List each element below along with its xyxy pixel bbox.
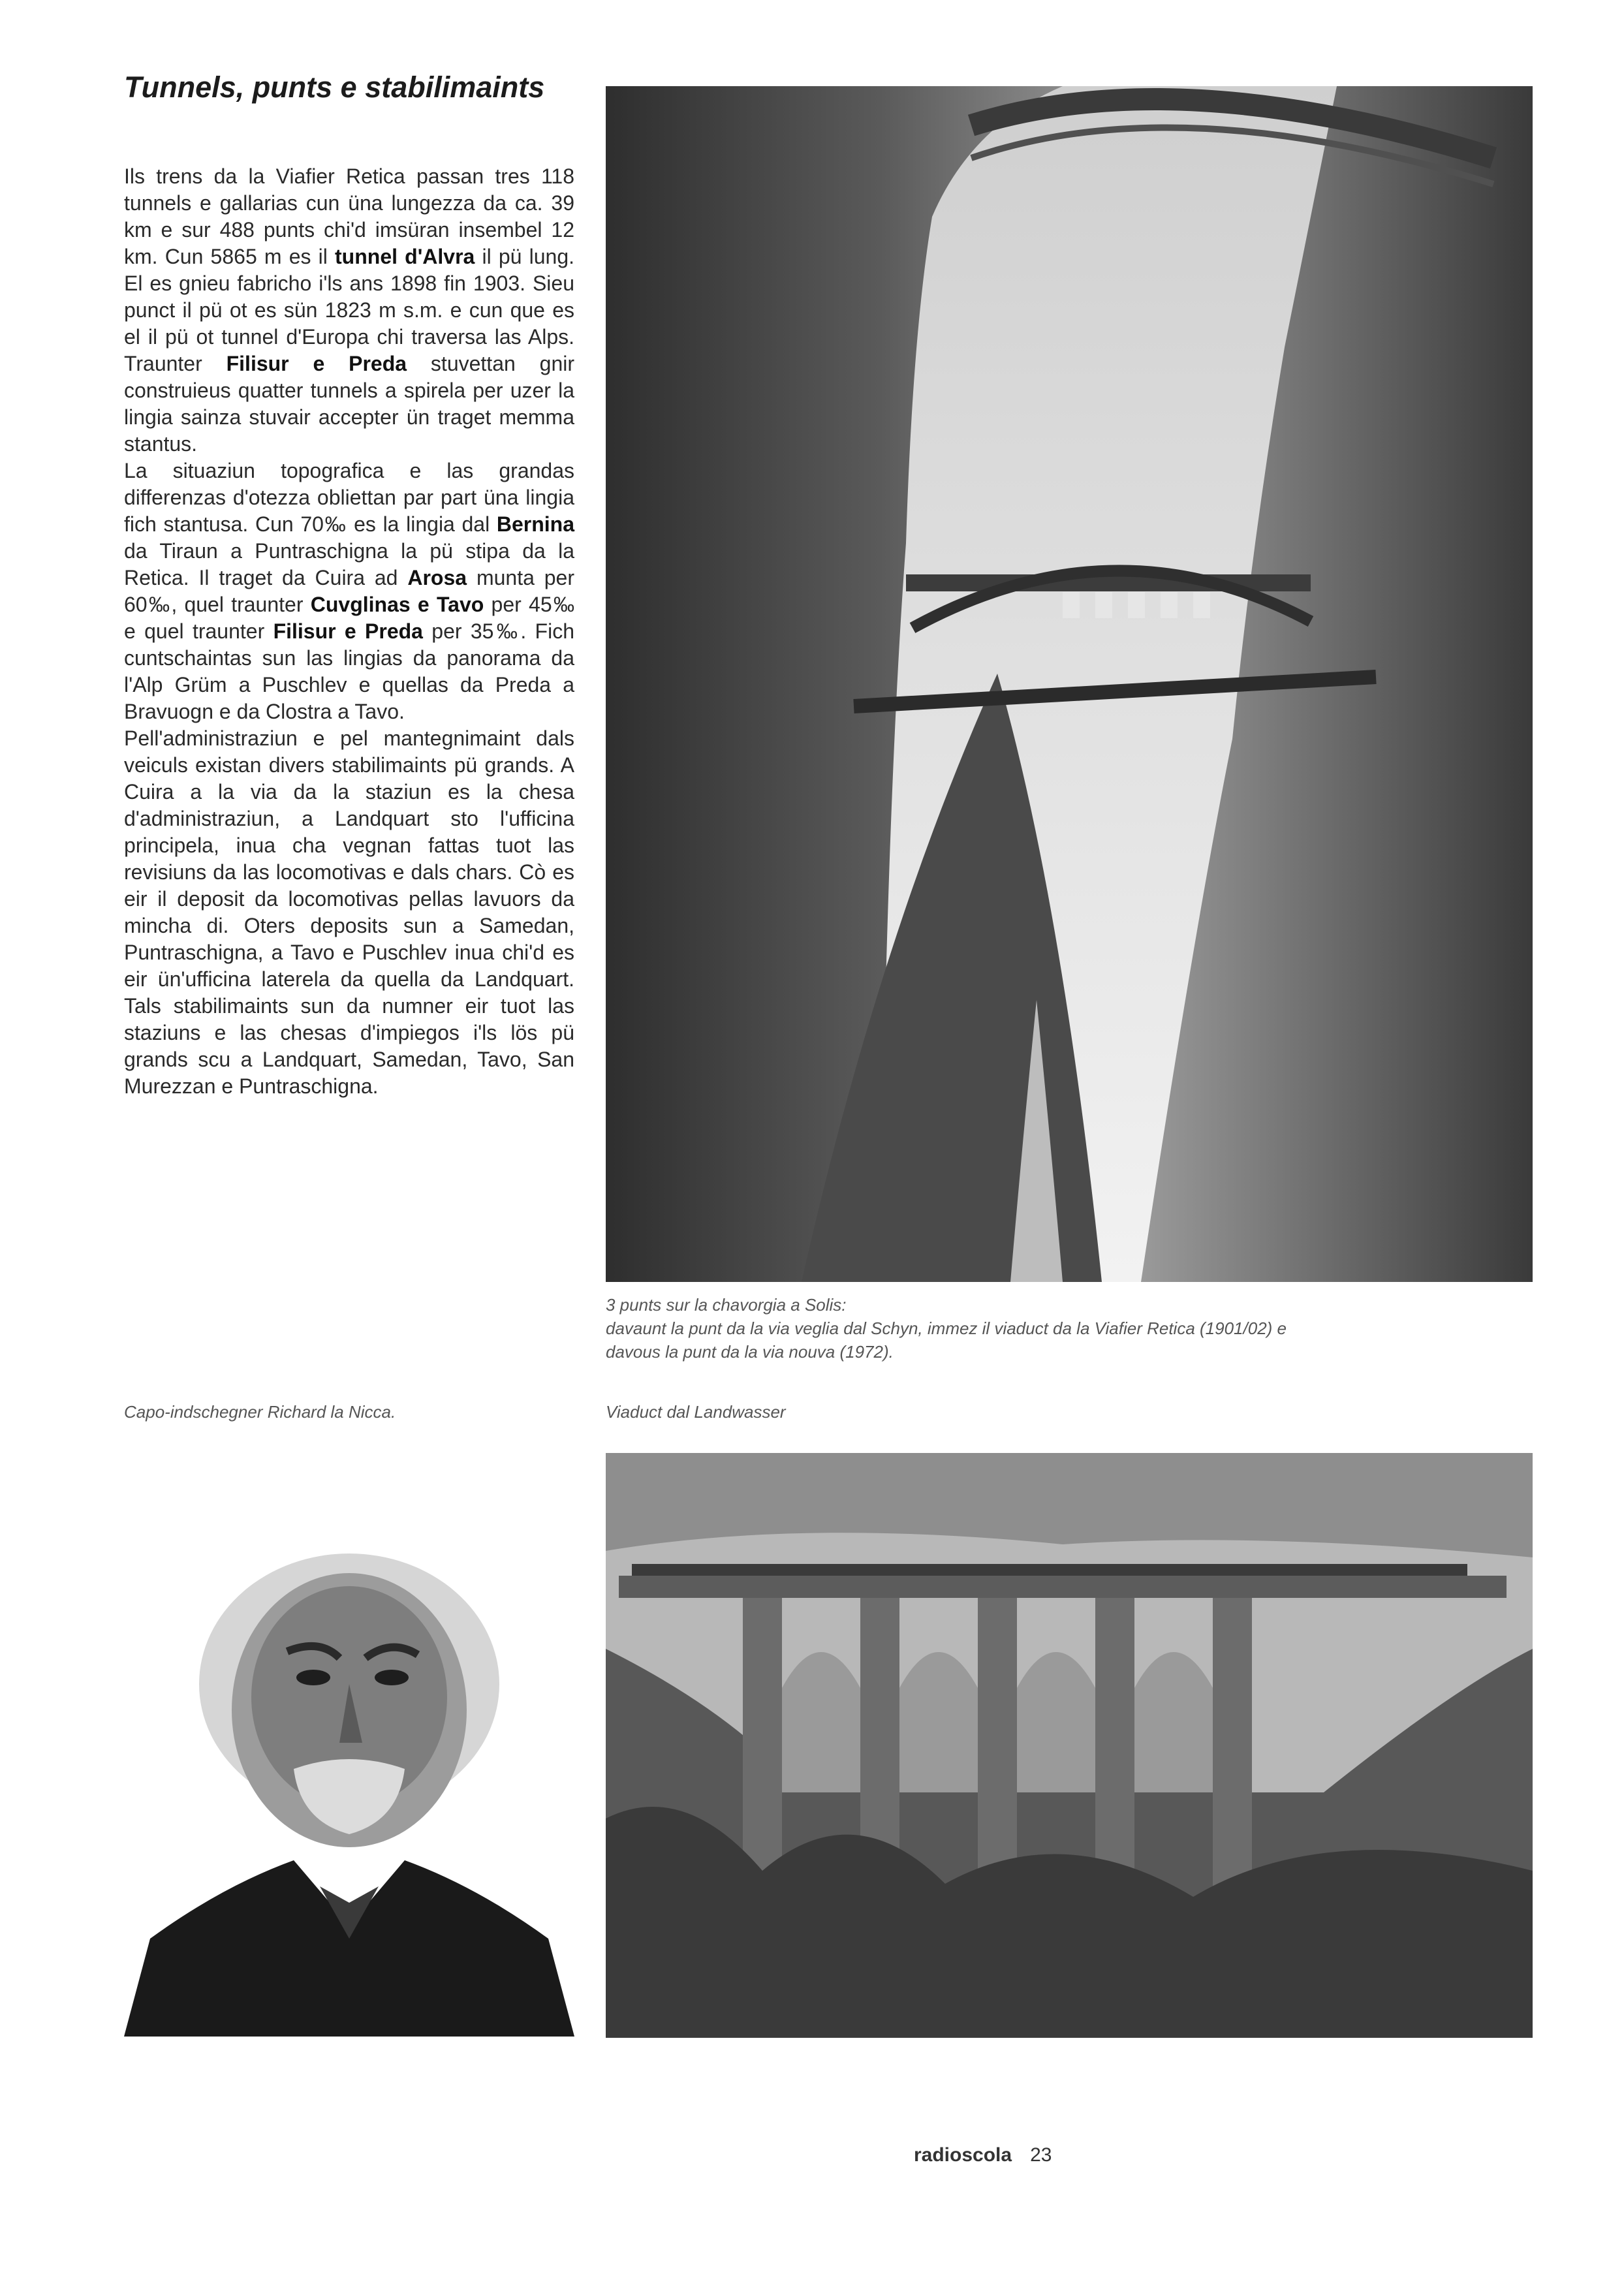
portrait-photo xyxy=(124,1521,574,2037)
paragraph-2 xyxy=(124,458,574,725)
bold-term: Filisur e Preda xyxy=(273,619,423,643)
landwasser-viaduct-photo xyxy=(606,1453,1533,2038)
article-heading: Tunnels, punts e stabilimaints xyxy=(124,70,545,104)
solis-caption-line3: davous la punt da la via nouva (1972). xyxy=(606,1342,894,1362)
bold-term: tunnel d'Alvra xyxy=(335,245,475,268)
solis-caption-line2: davaunt la punt da la via veglia dal Schyn, immez il viaduct da la Viafier Retica (1901/02) e xyxy=(606,1319,1287,1338)
text-run: da Tiraun a Puntraschigna la pü stipa da la Retica. Il traget da Cuira ad xyxy=(124,539,574,589)
text-run: per 45‰ e quel traunter xyxy=(124,593,575,643)
text-run: Ils trens da la Viafier Retica passan tres 118 tunnels e gallarias cun üna lungezza da ca. 39 km e sur 488 punts chi'd imsüran insembel 12 km. Cun 5865 m es il xyxy=(124,164,574,268)
paragraph-1 xyxy=(124,163,574,458)
bold-term: Arosa xyxy=(407,566,467,589)
page-number: 23 xyxy=(1030,2144,1052,2166)
solis-gorge-photo xyxy=(606,86,1533,1282)
bold-term: Cuvglinas e Tavo xyxy=(310,593,484,616)
portrait-caption: Capo-indschegner Richard la Nicca. xyxy=(124,1402,396,1422)
text-run: munta per 60‰, quel traunter xyxy=(124,566,575,616)
landwasser-caption: Viaduct dal Landwasser xyxy=(606,1402,786,1422)
text-run: La situaziun topografica e las grandas differenzas d'otezza obliettan par part üna lingia fich stantusa. Cun 70‰ es la lingia dal xyxy=(124,459,574,536)
text-run: per 35‰. Fich cuntschaintas sun las lingias da panorama da l'Alp Grüm a Puschlev e quellas da Preda a Bravuogn e da Clostra a Tavo. xyxy=(124,619,575,723)
article-body xyxy=(124,163,574,1100)
bold-term: Filisur e Preda xyxy=(226,352,407,375)
bold-term: Bernina xyxy=(496,512,574,536)
page-footer xyxy=(914,2144,1052,2166)
paragraph-3 xyxy=(124,725,574,1100)
text-run: Pell'administraziun e pel mantegnimaint dals veiculs existan divers stabilimaints pü grands. A Cuira a la via da la staziun es la chesa d'administraziun, a Landquart sto l'ufficina principela, inua cha vegnan fattas tuot las revisiuns da las locomotivas e dals chars. Cò es eir il deposit da locomotivas pellas lavuors da mincha di. Oters deposits sun a Samedan, Puntraschigna, a Tavo e Puschlev inua chi'd es eir ün'ufficina laterela da quella da Landquart. Tals stabilimaints sun da numner eir tuot las staziuns e las chesas d'impiegos i'ls lös pü grands scu a Landquart, Samedan, Tavo, San Murezzan e Puntraschigna. xyxy=(124,726,574,1098)
solis-caption-line1: 3 punts sur la chavorgia a Solis: xyxy=(606,1295,847,1315)
text-run: il pü lung. El es gnieu fabricho i'ls ans 1898 fin 1903. Sieu punct il pü ot es sün 1823 m s.m. e cun que es el il pü ot tunnel d'Europa chi traversa las Alps. Traunter xyxy=(124,245,575,375)
publication-name: radioscola xyxy=(914,2144,1012,2166)
text-run: stuvettan gnir construieus quatter tunnels a spirela per uzer la lingia sainza stuvair accepter ün traget memma stantus. xyxy=(124,352,575,456)
